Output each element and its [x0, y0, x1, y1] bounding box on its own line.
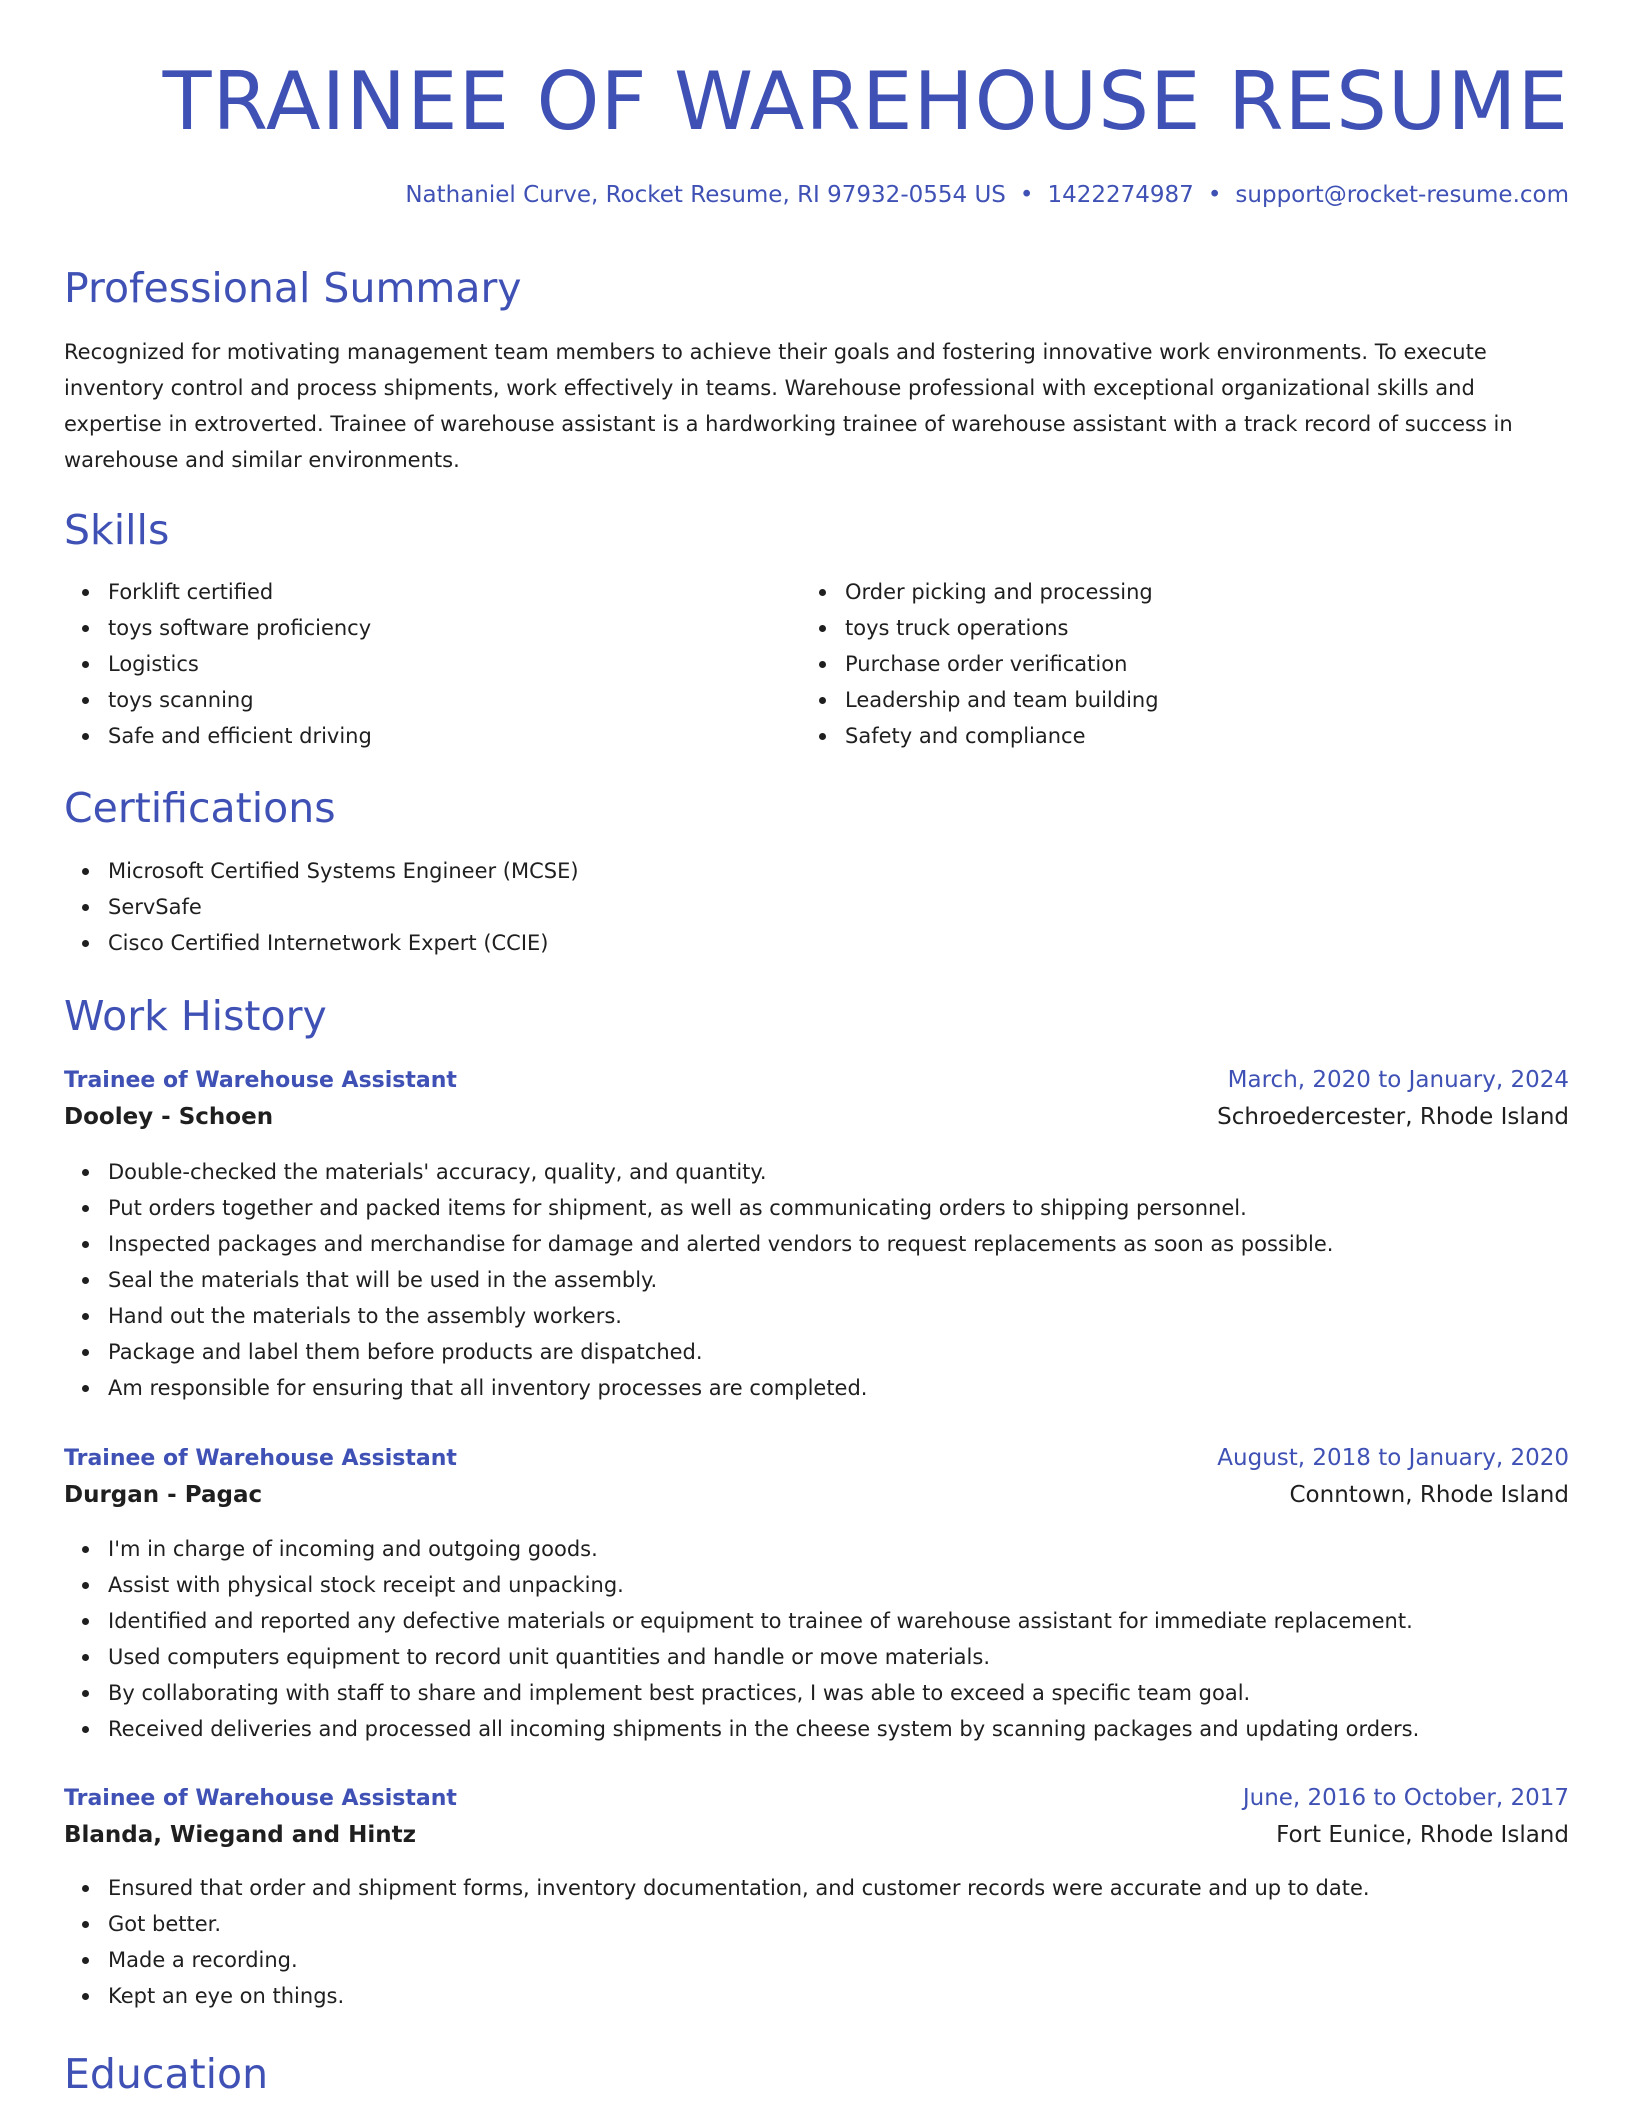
job-company: Durgan - Pagac	[64, 1482, 263, 1508]
certification-item: Cisco Certified Internetwork Expert (CCIE)	[64, 925, 579, 961]
job-bullet: Kept an eye on things.	[64, 1978, 1370, 2014]
skill-item: Forklift certified	[64, 574, 372, 610]
job-bullet: Got better.	[64, 1906, 1370, 1942]
summary-heading: Professional Summary	[64, 264, 522, 312]
job-bullet: Received deliveries and processed all incoming shipments in the cheese system by scanning packages and updating orders.	[64, 1711, 1419, 1747]
job-bullet: I'm in charge of incoming and outgoing goods.	[64, 1531, 1419, 1567]
skill-item: Order picking and processing	[801, 574, 1159, 610]
job-bullet: Identified and reported any defective materials or equipment to trainee of warehouse assistant for immediate replacement.	[64, 1603, 1419, 1639]
job-dates: August, 2018 to January, 2020	[1217, 1445, 1569, 1471]
skill-item: Leadership and team building	[801, 682, 1159, 718]
job-location: Schroedercester, Rhode Island	[1217, 1104, 1569, 1130]
job-title: Trainee of Warehouse Assistant	[64, 1068, 457, 1093]
job-header	[64, 1780, 1569, 1817]
skill-item: toys software proficiency	[64, 610, 372, 646]
job-bullet: Am responsible for ensuring that all inventory processes are completed.	[64, 1370, 1333, 1406]
certification-item: ServSafe	[64, 889, 579, 925]
contact-separator: •	[1207, 182, 1222, 208]
certification-item: Microsoft Certified Systems Engineer (MCSE)	[64, 853, 579, 889]
skills-list-left	[64, 574, 372, 754]
skill-item: Safety and compliance	[801, 718, 1159, 754]
skills-heading: Skills	[64, 506, 170, 554]
job-bullets	[64, 1870, 1370, 2014]
job-bullet: Made a recording.	[64, 1942, 1370, 1978]
contact-separator: •	[1019, 182, 1034, 208]
job-employer	[64, 1476, 1569, 1514]
skill-item: Logistics	[64, 646, 372, 682]
job-bullet: By collaborating with staff to share and implement best practices, I was able to exceed a specific team goal.	[64, 1675, 1419, 1711]
job-location: Fort Eunice, Rhode Island	[1276, 1822, 1569, 1848]
job-bullet: Ensured that order and shipment forms, inventory documentation, and customer records were accurate and up to date.	[64, 1870, 1370, 1906]
contact-line	[405, 180, 1569, 210]
job-dates: June, 2016 to October, 2017	[1242, 1785, 1569, 1811]
job-bullet: Package and label them before products are dispatched.	[64, 1334, 1333, 1370]
job-bullet: Put orders together and packed items for shipment, as well as communicating orders to shipping personnel.	[64, 1190, 1333, 1226]
skill-item: Safe and efficient driving	[64, 718, 372, 754]
job-location: Conntown, Rhode Island	[1289, 1482, 1569, 1508]
job-title: Trainee of Warehouse Assistant	[64, 1446, 457, 1471]
certifications-heading: Certifications	[64, 784, 336, 832]
job-bullet: Seal the materials that will be used in the assembly.	[64, 1262, 1333, 1298]
contact-email: support@rocket-resume.com	[1235, 182, 1569, 208]
job-bullet: Inspected packages and merchandise for damage and alerted vendors to request replacements as soon as possible.	[64, 1226, 1333, 1262]
job-bullets	[64, 1531, 1419, 1747]
job-bullets	[64, 1154, 1333, 1406]
skills-list-right	[801, 574, 1159, 754]
resume-title: TRAINEE OF WAREHOUSE RESUME	[162, 55, 1569, 148]
work-history-heading: Work History	[64, 992, 327, 1040]
job-dates: March, 2020 to January, 2024	[1227, 1067, 1569, 1093]
contact-phone: 1422274987	[1047, 182, 1194, 208]
job-bullet: Double-checked the materials' accuracy, quality, and quantity.	[64, 1154, 1333, 1190]
education-heading: Education	[64, 2050, 269, 2098]
job-employer	[64, 1098, 1569, 1136]
job-header	[64, 1440, 1569, 1477]
job-title: Trainee of Warehouse Assistant	[64, 1786, 457, 1811]
job-header	[64, 1062, 1569, 1099]
summary-text: Recognized for motivating management team members to achieve their goals and fostering innovative work environments. To execute inventory control and process shipments, work effectively in teams. Warehouse professional with exceptional organizational skills and expertise in extroverted. Trainee of warehouse assistant is a hardworking trainee of warehouse assistant with a track record of success in warehouse and similar environments.	[64, 340, 1513, 472]
skill-item: Purchase order verification	[801, 646, 1159, 682]
job-company: Blanda, Wiegand and Hintz	[64, 1822, 416, 1848]
job-employer	[64, 1816, 1569, 1854]
job-company: Dooley - Schoen	[64, 1104, 274, 1130]
skill-item: toys truck operations	[801, 610, 1159, 646]
job-bullet: Assist with physical stock receipt and unpacking.	[64, 1567, 1419, 1603]
skill-item: toys scanning	[64, 682, 372, 718]
contact-address: Nathaniel Curve, Rocket Resume, RI 97932-0554 US	[405, 182, 1006, 208]
certifications-list	[64, 853, 579, 961]
job-bullet: Hand out the materials to the assembly workers.	[64, 1298, 1333, 1334]
job-bullet: Used computers equipment to record unit quantities and handle or move materials.	[64, 1639, 1419, 1675]
